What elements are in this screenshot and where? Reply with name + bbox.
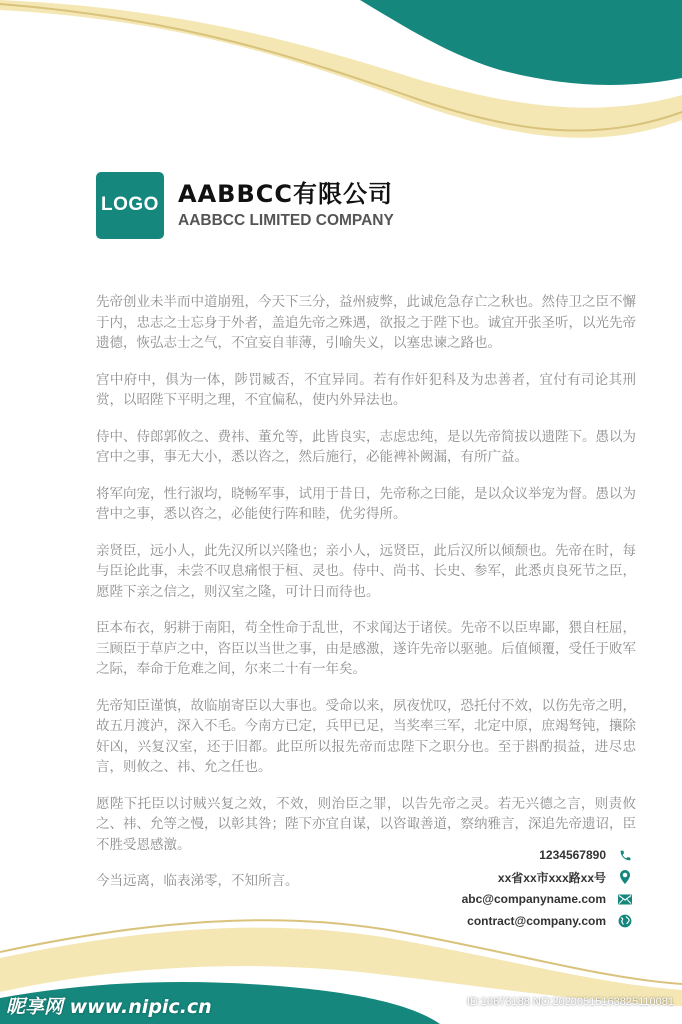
logo-badge	[96, 172, 164, 239]
letter-body	[96, 292, 636, 908]
paragraph-8: 愿陛下托臣以讨贼兴复之效，不效，则治臣之罪，以告先帝之灵。若无兴德之言，则责攸之、祎、允等之慢，以彰其咎；陛下亦宜自谋，以咨诹善道，察纳雅言，深追先帝遗诏，臣不胜受恩感激。	[96, 795, 636, 853]
contact-phone-row	[539, 844, 632, 866]
paragraph-7: 先帝知臣谨慎，故临崩寄臣以大事也。受命以来，夙夜忧叹，恐托付不效，以伤先帝之明，故五月渡泸，深入不毛。今南方已定，兵甲已足，当奖率三军，北定中原，庶竭驽钝，攘除奸凶，兴复汉室，还于旧都。此臣所以报先帝而忠陛下之职分也。至于斟酌损益，进尽忠言，则攸之、祎、允之任也。	[96, 697, 636, 775]
top-wave-decoration	[0, 0, 682, 160]
phone-icon	[618, 848, 632, 862]
paragraph-3: 侍中、侍郎郭攸之、费祎、董允等，此皆良实，志虑忠纯，是以先帝简拔以遗陛下。愚以为宫中之事，事无大小，悉以咨之，然后施行，必能裨补阙漏，有所广益。	[96, 428, 636, 465]
contact-address: xx省xx市xxx路xx号	[497, 870, 606, 885]
paragraph-4: 将军向宠，性行淑均，晓畅军事，试用于昔日，先帝称之曰能，是以众议举宠为督。愚以为营中之事，悉以咨之，必能使行阵和睦，优劣得所。	[96, 485, 636, 522]
contact-phone: 1234567890	[539, 848, 606, 862]
paragraph-1: 先帝创业未半而中道崩殂，今天下三分，益州疲弊，此诚危急存亡之秋也。然侍卫之臣不懈于内，忠志之士忘身于外者，盖追先帝之殊遇，欲报之于陛下也。诚宜开张圣听，以光先帝遗德，恢弘志士之气，不宜妄自菲薄，引喻失义，以塞忠谏之路也。	[96, 294, 636, 351]
contact-email[interactable]: abc@companyname.com	[461, 892, 606, 906]
watermark-id: ID:10673188 NO:20200515163825110081	[466, 996, 674, 1008]
company-name-cn: AABBCC有限公司	[178, 180, 393, 208]
logo-text: LOGO	[101, 194, 159, 215]
watermark-site: 昵享网 www.nipic.cn	[6, 996, 212, 1018]
paragraph-2: 宫中府中，俱为一体，陟罚臧否，不宜异同。若有作奸犯科及为忠善者，宜付有司论其刑赏，以昭陛下平明之理，不宜偏私，使内外异法也。	[96, 371, 636, 408]
paragraph-9: 今当远离，临表涕零，不知所言。	[96, 873, 299, 889]
paragraph-6: 臣本布衣，躬耕于南阳，苟全性命于乱世，不求闻达于诸侯。先帝不以臣卑鄙，猥自枉屈，三顾臣于草庐之中，咨臣以当世之事，由是感激，遂许先帝以驱驰。后值倾覆，受任于败军之际，奉命于危难之间，尔来二十有一年矣。	[96, 620, 636, 677]
paragraph-5: 亲贤臣，远小人，此先汉所以兴隆也；亲小人，远贤臣，此后汉所以倾颓也。先帝在时，每与臣论此事，未尝不叹息痛恨于桓、灵也。侍中、尚书、长史、参军，此悉贞良死节之臣，愿陛下亲之信之，则汉室之隆，可计日而待也。	[96, 542, 636, 600]
company-name-block	[178, 179, 394, 231]
contact-website[interactable]: contract@company.com	[467, 914, 606, 928]
letterhead-header	[96, 170, 394, 240]
company-name-en: AABBCC LIMITED COMPANY	[178, 212, 394, 229]
